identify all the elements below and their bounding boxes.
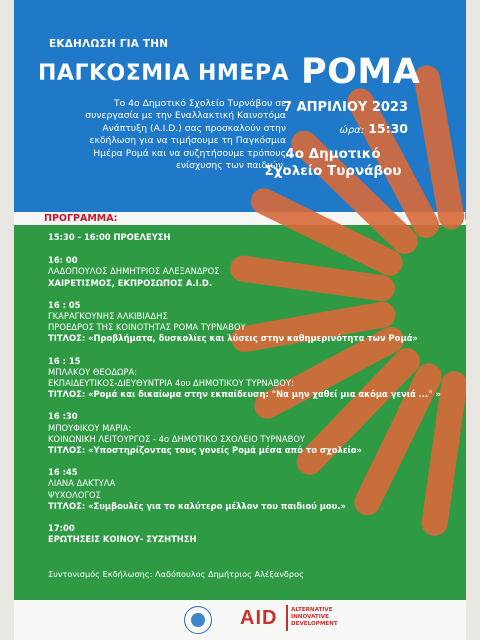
program-time: 16 :45 [48, 467, 78, 478]
coordination-text: Συντονισμός Εκδήλωσης: Λαδόπουλος Δημήτριος Αλέξανδρος [48, 569, 304, 579]
time-value: 15:30 [368, 121, 408, 136]
time-label: ώρα: [339, 125, 365, 136]
title-text: ΠΑΓΚΟΣΜΙΑ ΗΜΕΡΑ [38, 61, 289, 86]
program-time: 16 : 05 [48, 299, 81, 310]
place-line-1: 4ο Δημοτικό [285, 146, 381, 162]
intro-line: Ανάπτυξη (A.I.D.) σας προσκαλούν στην [102, 122, 286, 134]
intro-line: εκδήλωση για να τιμήσουμε τη Παγκόσμια [89, 135, 286, 147]
event-date: 7 ΑΠΡΙΛΙΟΥ 2023 [283, 100, 408, 115]
program-line: ΠΡΟΕΔΡΟΣ ΤΗΣ ΚΟΙΝΟΤΗΤΑΣ ΡΟΜΑ ΤΥΡΝΑΒΟΥ [48, 322, 246, 333]
program-item [48, 232, 458, 243]
program-time: 16 : 15 [48, 355, 81, 366]
program-line: ΧΑΙΡΕΤΙΣΜΟΣ, ΕΚΠΡΟΣΩΠΟΣ A.I.D. [48, 277, 213, 288]
intro-line: Το 4ο Δημοτικό Σχολείο Τυρνάβου σε [114, 98, 286, 109]
program-item [48, 300, 458, 345]
page-title [38, 52, 420, 92]
program-line: ΕΡΩΤΗΣΕΙΣ ΚΟΙΝΟΥ- ΣΥΖΗΤΗΣΗ [48, 534, 197, 545]
program-item [48, 411, 458, 456]
program-talk-title: ΤΙΤΛΟΣ: «Προβλήματα, δυσκολίες και λύσεις στην καθημερινότητα των Ρομά» [48, 333, 418, 344]
program-line: ΜΠΛΑΚΟΥ ΘΕΟΔΩΡΑ: [48, 366, 138, 377]
poster [14, 0, 466, 640]
aid-sub-2: INNOVATIVE [291, 614, 329, 620]
program-talk-title: ΤΙΤΛΟΣ: «Ρομά και δικαίωμα στην εκπαίδευση: "Να μην χαθεί μια ακόμα γενιά ..." » [48, 389, 441, 400]
program-list [48, 232, 458, 556]
aid-logo-subtitle [291, 607, 338, 628]
aid-logo-divider [286, 605, 288, 631]
wheel-spoke [427, 78, 451, 216]
event-time [340, 121, 408, 136]
program-talk-title: ΤΙΤΛΟΣ: «Συμβουλές για το καλύτερο μέλλον του παιδιού μου.» [48, 500, 346, 511]
program-time: 16 :30 [48, 411, 78, 422]
aid-sub-3: DEVELOPMENT [291, 621, 338, 627]
school-logo-inner [191, 613, 205, 627]
program-item [48, 356, 458, 401]
program-line: ΓΚΑΡΑΓΚΟΥΝΗΣ ΑΛΚΙΒΙΑΔΗΣ [48, 311, 168, 322]
event-place [258, 146, 408, 180]
program-item [48, 255, 458, 289]
program-time: 17:00 [48, 523, 75, 534]
program-time: 15:30 - 16:00 ΠΡΟΕΛΕΥΣΗ [48, 232, 171, 242]
place-line-2: Σχολείο Τυρνάβου [264, 163, 402, 179]
program-talk-title: ΤΙΤΛΟΣ: «Υποστηρίζοντας τους γονείς Ρομά μέσα από το σχολείο» [48, 445, 362, 456]
school-logo [184, 606, 212, 634]
title-accent: ΡΟΜΑ [300, 52, 421, 92]
program-time: 16: 00 [48, 255, 78, 266]
aid-sub-1: ALTERNATIVE [291, 607, 333, 613]
program-line: ΛΑΔΟΠΟΥΛΟΣ ΔΗΜΗΤΡΙΟΣ ΑΛΕΞΑΝΔΡΟΣ [48, 266, 220, 277]
program-heading: ΠΡΟΓΡΑΜΜΑ: [44, 213, 118, 224]
program-item [48, 467, 458, 512]
intro-text [62, 98, 286, 172]
program-item [48, 523, 458, 545]
pre-title: ΕΚΔΗΛΩΣΗ ΓΙΑ ΤΗΝ [49, 38, 169, 50]
program-line: ΚΟΙΝΩΝΙΚΗ ΛΕΙΤΟΥΡΓΟΣ - 4ο ΔΗΜΟΤΙΚΟ ΣΧΟΛΕΙΟ ΤΥΡΝΑΒΟΥ [48, 433, 306, 444]
intro-line: Ημέρα Ρομά και να συζητήσουμε τρόπους [93, 147, 286, 159]
program-line: ΜΠΟΥΦΙΚΟΥ ΜΑΡΙΑ: [48, 422, 132, 433]
program-line: ΕΚΠΑΙΔΕΥΤΙΚΟΣ-ΔΙΕΥΘΥΝΤΡΙΑ 4ου ΔΗΜΟΤΙΚΟΥ ΤΥΡΝΑΒΟΥ: [48, 378, 294, 389]
program-line: ΨΥΧΟΛΟΓΟΣ [48, 489, 101, 500]
aid-logo: AID [240, 607, 278, 629]
program-line: ΛΙΑΝΑ ΔΑΚΤΥΛΑ [48, 478, 116, 489]
intro-line: συνεργασία με την Εναλλακτική Καινοτόμα [85, 110, 286, 122]
intro-line: ενίσχυσης των παιδιών. [175, 160, 286, 172]
